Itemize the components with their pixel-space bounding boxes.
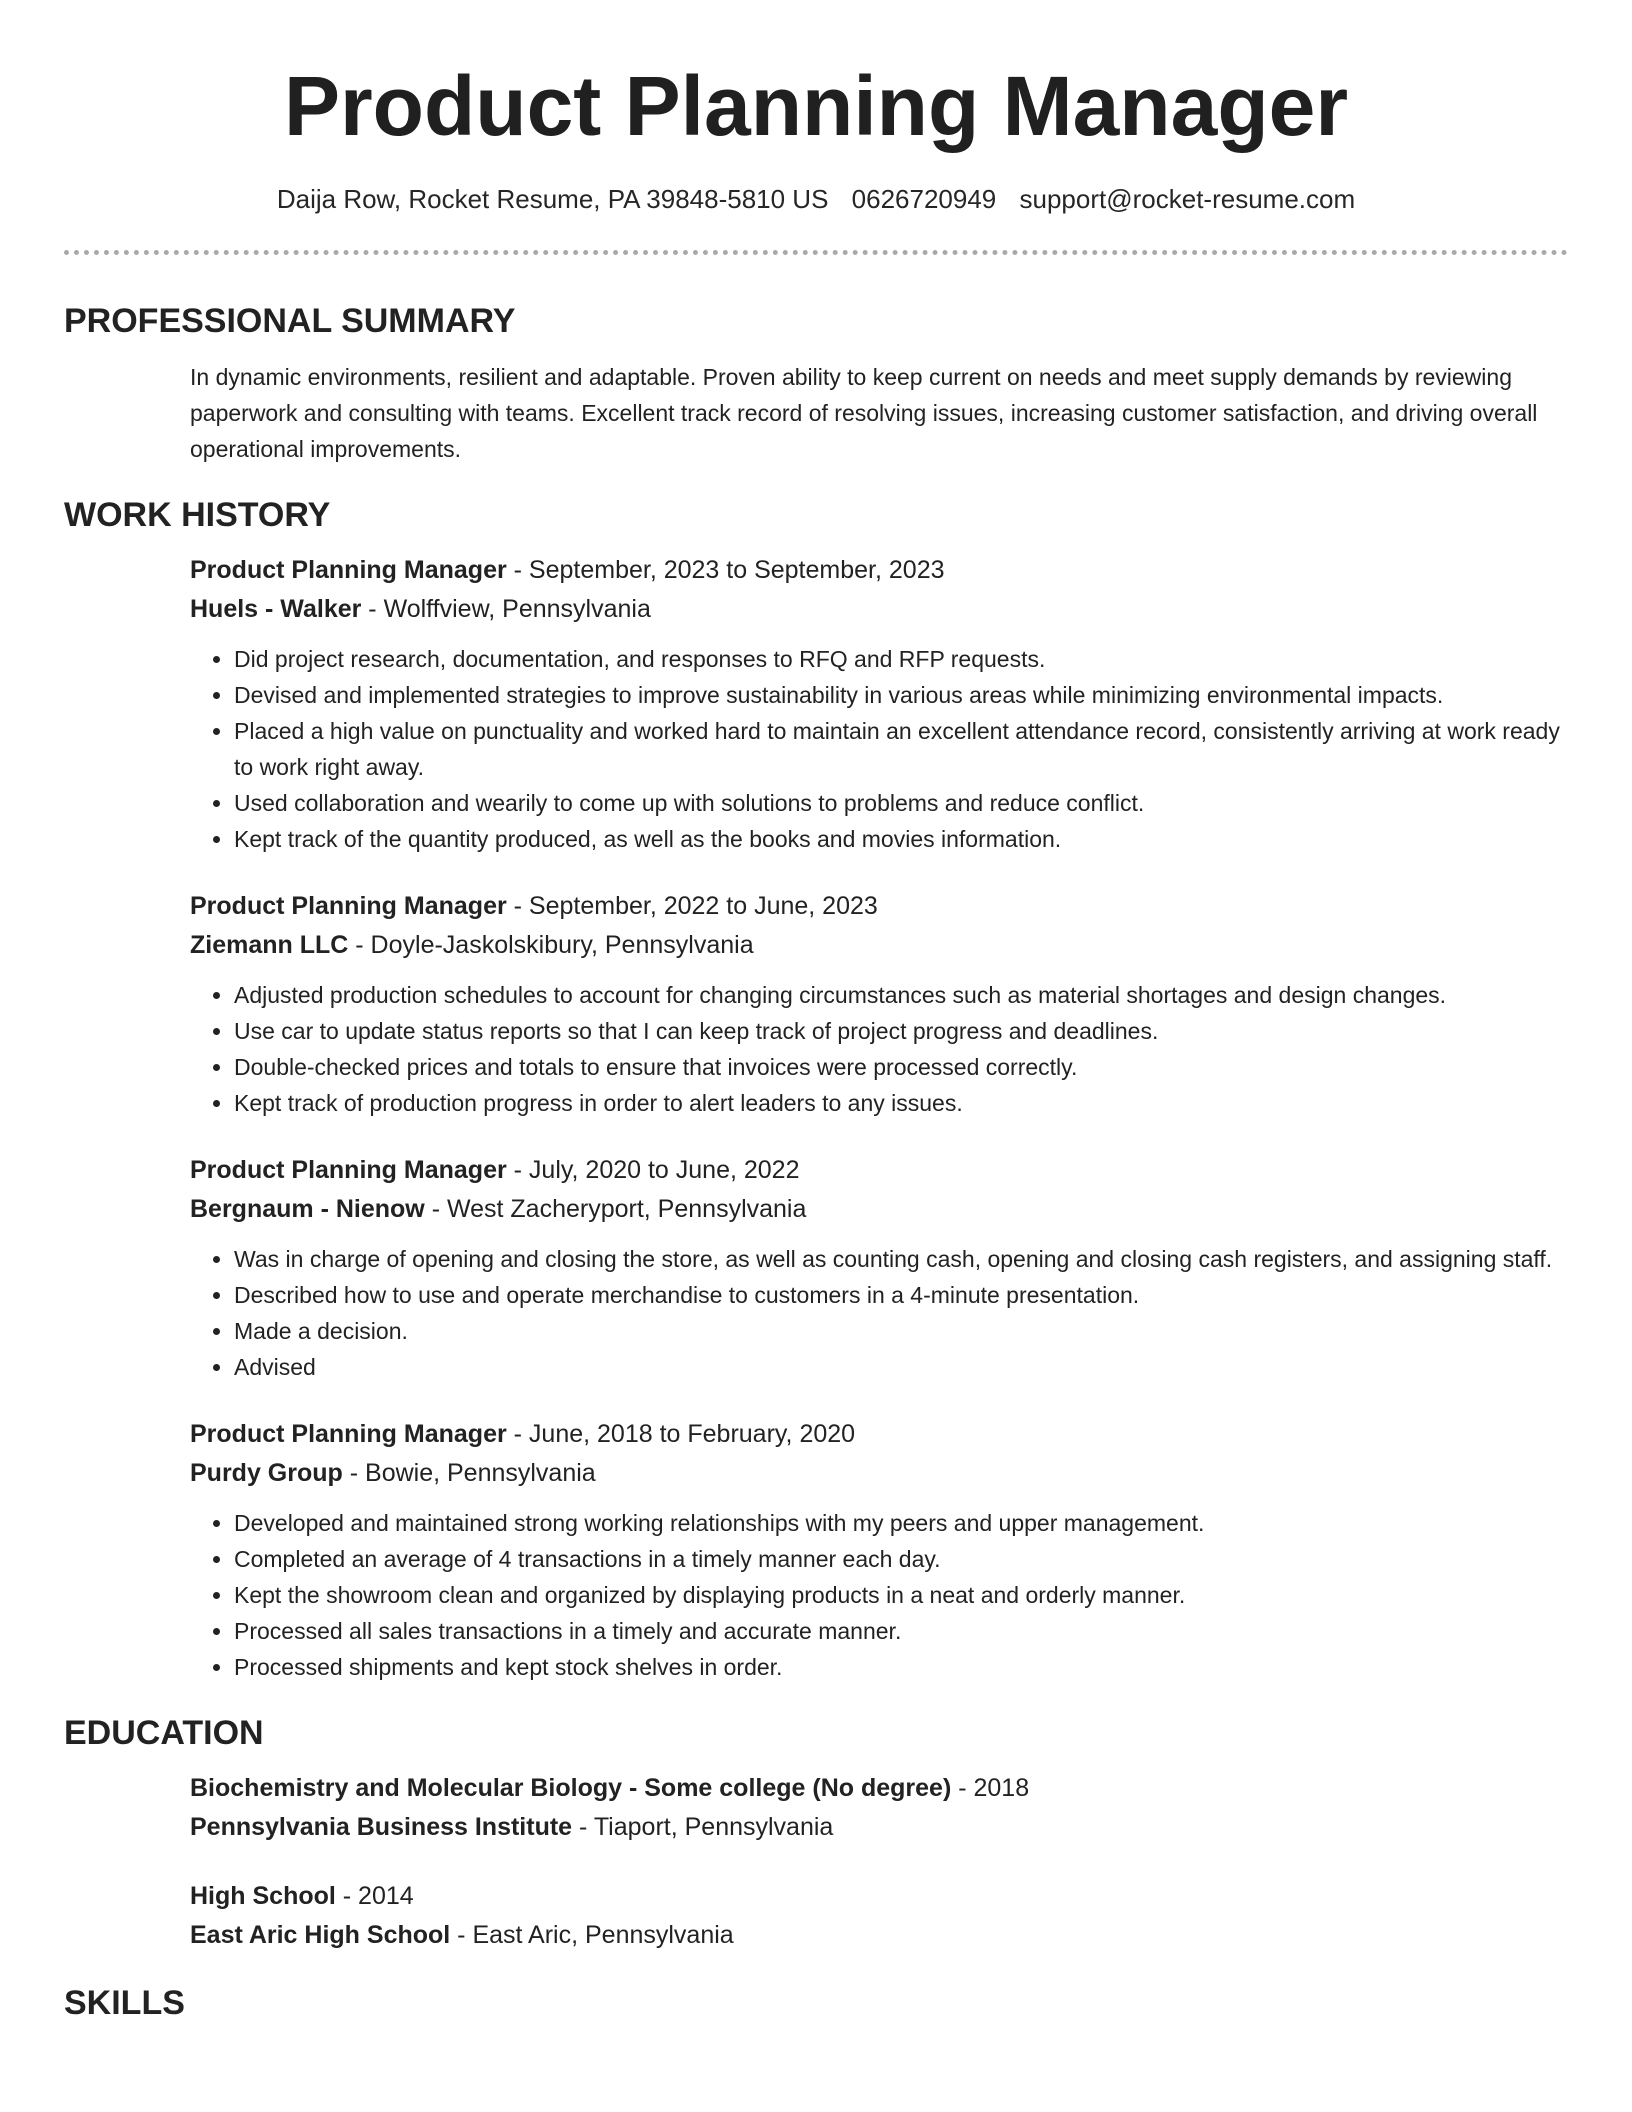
job-bullet: • Processed all sales transactions in a timely and accurate manner. — [234, 1613, 1568, 1649]
education-degree: High School — [190, 1882, 336, 1910]
resume-title: Product Planning Manager — [283, 59, 1349, 153]
job-title: Product Planning Manager — [190, 556, 507, 584]
job-company-line — [190, 1454, 1568, 1493]
job-bullet: • Double-checked prices and totals to ensure that invoices were processed correctly. — [234, 1049, 1568, 1085]
contact-email: support@rocket-resume.com — [1019, 184, 1356, 214]
job-bullet: • Did project research, documentation, and responses to RFQ and RFP requests. — [234, 641, 1568, 677]
job-bullet: • Placed a high value on punctuality and worked hard to maintain an excellent attendance record, consistently arriving at work ready to work right away. — [234, 713, 1568, 785]
job-location: - Wolffview, Pennsylvania — [361, 595, 651, 623]
education-entry — [190, 1877, 1568, 1955]
education-degree-line — [190, 1877, 1568, 1916]
contact-phone: 0626720949 — [851, 184, 997, 214]
job-company: Bergnaum - Nienow — [190, 1195, 425, 1223]
contact-address: Daija Row, Rocket Resume, PA 39848-5810 US — [276, 184, 829, 214]
job-title-line — [190, 551, 1568, 590]
job-company-line — [190, 926, 1568, 965]
job-bullet: • Developed and maintained strong working relationships with my peers and upper management. — [234, 1505, 1568, 1541]
job-entry — [190, 887, 1568, 1121]
job-entry — [190, 1415, 1568, 1685]
job-bullet: • Used collaboration and wearily to come up with solutions to problems and reduce conflict. — [234, 785, 1568, 821]
work-history-heading: WORK HISTORY — [64, 496, 331, 534]
job-bullets — [190, 1241, 1568, 1385]
job-bullet: • Was in charge of opening and closing the store, as well as counting cash, opening and closing cash registers, and assigning staff. — [234, 1241, 1568, 1277]
job-title-line — [190, 1415, 1568, 1454]
education-school: East Aric High School — [190, 1921, 451, 1949]
job-bullet: • Processed shipments and kept stock shelves in order. — [234, 1649, 1568, 1685]
job-title: Product Planning Manager — [190, 1156, 507, 1184]
education-heading: EDUCATION — [64, 1714, 264, 1752]
job-dates: - July, 2020 to June, 2022 — [506, 1156, 800, 1184]
work-history-section — [190, 551, 1568, 1685]
job-bullet: • Kept the showroom clean and organized by displaying products in a neat and orderly manner. — [234, 1577, 1568, 1613]
job-bullet: • Kept track of the quantity produced, as well as the books and movies information. — [234, 821, 1568, 857]
education-degree: Biochemistry and Molecular Biology - Some college (No degree) — [190, 1774, 952, 1802]
education-school: Pennsylvania Business Institute — [190, 1813, 573, 1841]
job-dates: - September, 2022 to June, 2023 — [506, 892, 878, 920]
job-bullet: • Described how to use and operate merchandise to customers in a 4-minute presentation. — [234, 1277, 1568, 1313]
education-year: - 2018 — [951, 1774, 1030, 1802]
summary-text: In dynamic environments, resilient and adaptable. Proven ability to keep current on needs and meet supply demands by reviewing paperwork and consulting with teams. Excellent track record of resolving issues, increasing customer satisfaction, and driving overall operational improvements. — [190, 364, 1538, 462]
job-company-line — [190, 1190, 1568, 1229]
job-location: - Bowie, Pennsylvania — [342, 1459, 596, 1487]
job-title: Product Planning Manager — [190, 892, 507, 920]
education-location: - East Aric, Pennsylvania — [450, 1921, 734, 1949]
education-year: - 2014 — [335, 1882, 414, 1910]
resume-page — [64, 0, 1568, 2025]
job-bullet: • Advised — [234, 1349, 1568, 1385]
education-school-line — [190, 1916, 1568, 1955]
job-bullet: • Adjusted production schedules to account for changing circumstances such as material shortages and design changes. — [234, 977, 1568, 1013]
summary-section — [190, 359, 1568, 467]
job-title-line — [190, 1151, 1568, 1190]
job-entry — [190, 551, 1568, 857]
skills-heading: SKILLS — [64, 1984, 185, 2022]
job-location: - West Zacheryport, Pennsylvania — [424, 1195, 807, 1223]
job-bullet: • Completed an average of 4 transactions in a timely manner each day. — [234, 1541, 1568, 1577]
job-dates: - June, 2018 to February, 2020 — [506, 1420, 856, 1448]
education-section — [190, 1769, 1568, 1955]
job-company-line — [190, 590, 1568, 629]
education-school-line — [190, 1808, 1568, 1847]
job-company: Purdy Group — [190, 1459, 343, 1487]
job-bullet: • Made a decision. — [234, 1313, 1568, 1349]
contact-line — [64, 182, 1568, 216]
job-location: - Doyle-Jaskolskibury, Pennsylvania — [348, 931, 754, 959]
job-title-line — [190, 887, 1568, 926]
summary-heading: PROFESSIONAL SUMMARY — [64, 302, 516, 340]
job-company: Huels - Walker — [190, 595, 362, 623]
job-company: Ziemann LLC — [190, 931, 349, 959]
job-bullet: • Kept track of production progress in order to alert leaders to any issues. — [234, 1085, 1568, 1121]
job-bullets — [190, 641, 1568, 857]
job-entry — [190, 1151, 1568, 1385]
job-bullet: • Devised and implemented strategies to improve sustainability in various areas while minimizing environmental impacts. — [234, 677, 1568, 713]
education-entry — [190, 1769, 1568, 1847]
education-degree-line — [190, 1769, 1568, 1808]
job-bullets — [190, 977, 1568, 1121]
job-dates: - September, 2023 to September, 2023 — [506, 556, 945, 584]
education-location: - Tiaport, Pennsylvania — [572, 1813, 834, 1841]
job-title: Product Planning Manager — [190, 1420, 507, 1448]
job-bullets — [190, 1505, 1568, 1685]
job-bullet: • Use car to update status reports so that I can keep track of project progress and deadlines. — [234, 1013, 1568, 1049]
header-divider — [64, 250, 1568, 255]
